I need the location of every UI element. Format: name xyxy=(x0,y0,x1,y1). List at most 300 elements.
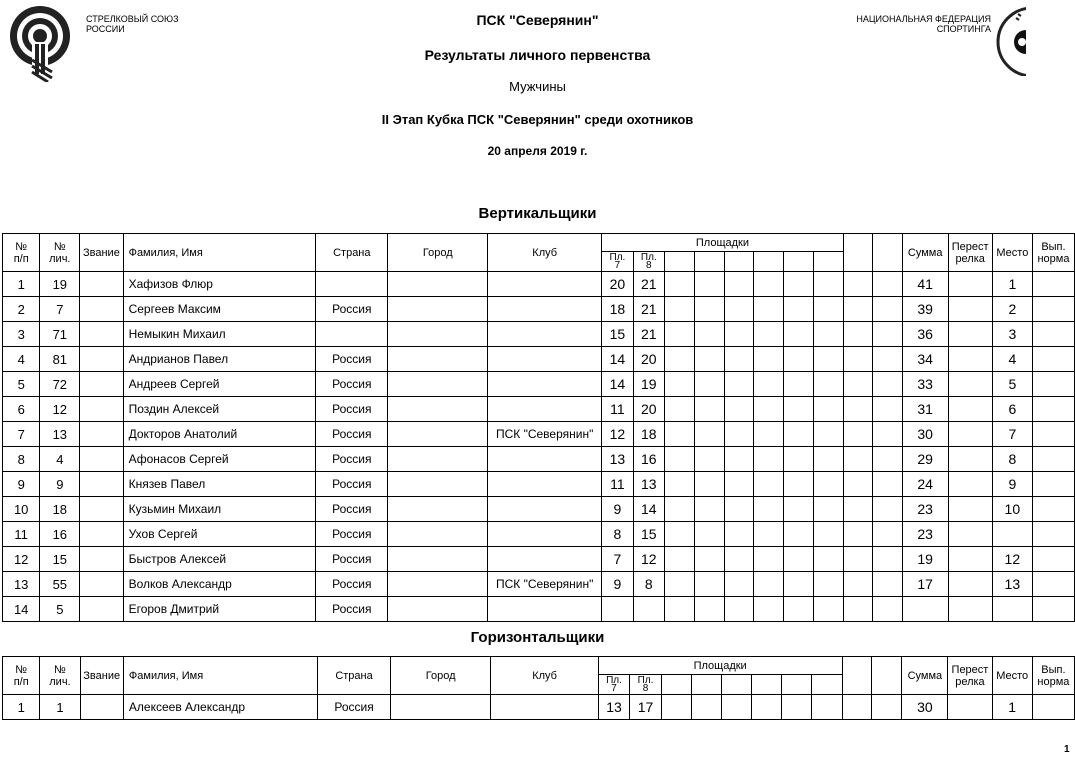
cell-lic: 15 xyxy=(40,547,80,572)
cell-place: 12 xyxy=(992,547,1032,572)
cell-norm xyxy=(1032,695,1074,720)
cell-area-empty xyxy=(754,397,784,422)
table-row xyxy=(3,572,1075,597)
cell-no: 14 xyxy=(3,597,40,622)
cell-blank xyxy=(843,322,873,347)
cell-blank xyxy=(873,272,903,297)
cell-city xyxy=(388,597,488,622)
cell-area-empty xyxy=(724,422,754,447)
cell-country: Россия xyxy=(316,347,388,372)
cell-city xyxy=(388,347,488,372)
cell-area-8: 19 xyxy=(633,372,664,397)
cell-place: 5 xyxy=(992,372,1032,397)
cell-country: Россия xyxy=(316,497,388,522)
cell-area-empty xyxy=(664,472,694,497)
col-header-place: Место xyxy=(992,657,1032,695)
col-header-sum: Сумма xyxy=(902,657,948,695)
section-title-vertical: Вертикальщики xyxy=(478,205,597,222)
cell-shootoff xyxy=(948,472,992,497)
col-header-norm: Вып. норма xyxy=(1032,657,1074,695)
results-table-horizontal xyxy=(2,656,1075,720)
cell-lic: 7 xyxy=(40,297,80,322)
cell-sum xyxy=(902,597,948,622)
cell-area-empty xyxy=(661,695,691,720)
col-header-city: Город xyxy=(388,234,488,272)
cell-name: Сергеев Максим xyxy=(123,297,316,322)
header-row xyxy=(3,234,1075,252)
cell-area-empty xyxy=(784,397,814,422)
cell-blank xyxy=(843,397,873,422)
cell-place: 2 xyxy=(992,297,1032,322)
cell-city xyxy=(388,472,488,497)
cell-country: Россия xyxy=(316,547,388,572)
cell-blank xyxy=(843,547,873,572)
cell-club xyxy=(488,522,602,547)
col-header-rank: Звание xyxy=(80,234,123,272)
cell-area-7: 13 xyxy=(602,447,633,472)
cell-area-7: 13 xyxy=(598,695,630,720)
cell-area-7: 12 xyxy=(602,422,633,447)
cell-lic: 1 xyxy=(40,695,80,720)
cell-area-empty xyxy=(694,272,724,297)
cell-name: Кузьмин Михаил xyxy=(123,497,316,522)
cell-blank xyxy=(873,472,903,497)
cell-country: Россия xyxy=(316,397,388,422)
cell-name: Докторов Анатолий xyxy=(123,422,316,447)
cell-norm xyxy=(1032,322,1074,347)
cell-area-8: 18 xyxy=(633,422,664,447)
cell-blank xyxy=(873,372,903,397)
cell-area-empty xyxy=(724,597,754,622)
cell-place: 6 xyxy=(992,397,1032,422)
cell-area-empty xyxy=(694,297,724,322)
cell-area-7: 9 xyxy=(602,497,633,522)
cell-rank xyxy=(80,322,123,347)
col-header-area-empty xyxy=(752,675,782,695)
cell-area-empty xyxy=(784,472,814,497)
cell-norm xyxy=(1032,297,1074,322)
cell-area-empty xyxy=(754,372,784,397)
cell-area-7: 18 xyxy=(602,297,633,322)
cell-norm xyxy=(1032,572,1074,597)
cell-area-empty xyxy=(694,372,724,397)
cell-area-empty xyxy=(664,522,694,547)
cell-lic: 71 xyxy=(40,322,80,347)
cell-area-empty xyxy=(813,397,843,422)
cell-area-7: 14 xyxy=(602,372,633,397)
cell-sum: 39 xyxy=(902,297,948,322)
cell-area-8: 12 xyxy=(633,547,664,572)
cell-rank xyxy=(80,572,123,597)
cell-city xyxy=(388,397,488,422)
cell-rank xyxy=(80,372,123,397)
cell-area-empty xyxy=(664,272,694,297)
cell-blank xyxy=(842,695,872,720)
cell-norm xyxy=(1032,347,1074,372)
col-header-blank xyxy=(873,234,903,272)
col-header-area-empty xyxy=(661,675,691,695)
cell-shootoff xyxy=(948,372,992,397)
col-header-blank xyxy=(842,657,872,695)
cell-name: Волков Александр xyxy=(123,572,316,597)
cell-blank xyxy=(843,347,873,372)
cell-blank xyxy=(843,572,873,597)
cell-no: 6 xyxy=(3,397,40,422)
event-title: II Этап Кубка ПСК "Северянин" среди охотников xyxy=(381,112,694,127)
cell-area-empty xyxy=(813,422,843,447)
cell-rank xyxy=(80,522,123,547)
cell-no: 11 xyxy=(3,522,40,547)
cell-name: Поздин Алексей xyxy=(123,397,316,422)
table-row xyxy=(3,447,1075,472)
cell-area-empty xyxy=(664,547,694,572)
cell-no: 1 xyxy=(3,272,40,297)
page-number: 1 xyxy=(1064,744,1070,755)
cell-rank xyxy=(80,695,123,720)
cell-area-empty xyxy=(812,695,842,720)
cell-area-8: 17 xyxy=(630,695,662,720)
cell-area-7: 7 xyxy=(602,547,633,572)
cell-lic: 18 xyxy=(40,497,80,522)
cell-country: Россия xyxy=(316,472,388,497)
cell-city xyxy=(388,422,488,447)
cell-name: Андреев Сергей xyxy=(123,372,316,397)
cell-area-8: 14 xyxy=(633,497,664,522)
cell-area-empty xyxy=(813,522,843,547)
col-header-place: Место xyxy=(992,234,1032,272)
col-header-no: № п/п xyxy=(3,234,40,272)
cell-area-7: 11 xyxy=(602,397,633,422)
cell-area-empty xyxy=(664,322,694,347)
cell-shootoff xyxy=(948,272,992,297)
col-header-area-8: Пл. 8 xyxy=(630,675,662,695)
cell-place: 3 xyxy=(992,322,1032,347)
table-row xyxy=(3,695,1075,720)
cell-blank xyxy=(872,695,902,720)
cell-area-empty xyxy=(784,497,814,522)
cell-area-empty xyxy=(694,572,724,597)
cell-blank xyxy=(873,572,903,597)
cell-sum: 23 xyxy=(902,497,948,522)
cell-area-empty xyxy=(813,572,843,597)
cell-blank xyxy=(843,447,873,472)
org-right-name: НАЦИОНАЛЬНАЯ ФЕДЕРАЦИЯ СПОРТИНГА xyxy=(856,14,991,34)
cell-blank xyxy=(873,597,903,622)
cell-area-empty xyxy=(754,447,784,472)
cell-shootoff xyxy=(948,497,992,522)
col-header-areas: Площадки xyxy=(602,234,843,252)
cell-area-empty xyxy=(664,447,694,472)
cell-area-empty xyxy=(724,297,754,322)
cell-area-8: 21 xyxy=(633,272,664,297)
cell-rank xyxy=(80,272,123,297)
cell-area-empty xyxy=(754,547,784,572)
cell-area-empty xyxy=(664,397,694,422)
cell-shootoff xyxy=(948,347,992,372)
cell-blank xyxy=(873,297,903,322)
cell-name: Хафизов Флюр xyxy=(123,272,316,297)
cell-no: 2 xyxy=(3,297,40,322)
cell-no: 1 xyxy=(3,695,40,720)
cell-area-8: 20 xyxy=(633,347,664,372)
cell-country: Россия xyxy=(316,572,388,597)
cell-area-empty xyxy=(724,347,754,372)
cell-sum: 19 xyxy=(902,547,948,572)
section-title-horizontal: Горизонтальщики xyxy=(470,629,605,646)
cell-lic: 19 xyxy=(40,272,80,297)
col-header-areas: Площадки xyxy=(598,657,842,675)
table-row xyxy=(3,522,1075,547)
col-header-area-empty xyxy=(813,252,843,272)
cell-shootoff xyxy=(948,447,992,472)
cell-area-empty xyxy=(694,522,724,547)
cell-club xyxy=(491,695,598,720)
club-title: ПСК "Северянин" xyxy=(476,12,599,28)
table-row xyxy=(3,347,1075,372)
cell-norm xyxy=(1032,372,1074,397)
col-header-sum: Сумма xyxy=(902,234,948,272)
col-header-area-8: Пл. 8 xyxy=(633,252,664,272)
cell-area-empty xyxy=(813,297,843,322)
cell-area-8: 13 xyxy=(633,472,664,497)
cell-city xyxy=(388,297,488,322)
col-header-area-empty xyxy=(724,252,754,272)
cell-norm xyxy=(1032,547,1074,572)
cell-area-empty xyxy=(694,547,724,572)
cell-no: 9 xyxy=(3,472,40,497)
cell-name: Афонасов Сергей xyxy=(123,447,316,472)
cell-club xyxy=(488,347,602,372)
col-header-lic: № лич. xyxy=(40,657,80,695)
cell-shootoff xyxy=(948,522,992,547)
cell-sum: 33 xyxy=(902,372,948,397)
cell-area-empty xyxy=(813,597,843,622)
cell-blank xyxy=(873,547,903,572)
cell-club xyxy=(488,297,602,322)
cell-shootoff xyxy=(948,572,992,597)
cell-shootoff xyxy=(948,397,992,422)
cell-city xyxy=(388,447,488,472)
cell-area-empty xyxy=(813,272,843,297)
cell-lic: 81 xyxy=(40,347,80,372)
cell-area-empty xyxy=(813,472,843,497)
cell-country: Россия xyxy=(316,372,388,397)
cell-lic: 72 xyxy=(40,372,80,397)
cell-area-empty xyxy=(694,447,724,472)
table-row xyxy=(3,547,1075,572)
cell-shootoff xyxy=(948,297,992,322)
cell-area-7 xyxy=(602,597,633,622)
cell-area-empty xyxy=(813,447,843,472)
cell-lic: 9 xyxy=(40,472,80,497)
cell-shootoff xyxy=(948,422,992,447)
cell-area-7: 20 xyxy=(602,272,633,297)
cell-area-empty xyxy=(694,597,724,622)
cell-area-empty xyxy=(754,272,784,297)
col-header-country: Страна xyxy=(318,657,391,695)
cell-area-empty xyxy=(784,572,814,597)
cell-country xyxy=(316,272,388,297)
cell-sum: 36 xyxy=(902,322,948,347)
cell-area-empty xyxy=(694,347,724,372)
col-header-area-empty xyxy=(722,675,752,695)
col-header-club: Клуб xyxy=(491,657,598,695)
col-header-no: № п/п xyxy=(3,657,40,695)
cell-no: 7 xyxy=(3,422,40,447)
cell-area-empty xyxy=(754,497,784,522)
cell-area-empty xyxy=(724,397,754,422)
cell-place: 4 xyxy=(992,347,1032,372)
table-row xyxy=(3,322,1075,347)
cell-no: 13 xyxy=(3,572,40,597)
cell-area-empty xyxy=(784,522,814,547)
cell-name: Быстров Алексей xyxy=(123,547,316,572)
cell-country: Россия xyxy=(318,695,391,720)
cell-club xyxy=(488,547,602,572)
cell-blank xyxy=(843,372,873,397)
cell-country: Россия xyxy=(316,597,388,622)
cell-area-empty xyxy=(813,547,843,572)
col-header-blank xyxy=(872,657,902,695)
cell-area-empty xyxy=(782,695,812,720)
cell-place: 9 xyxy=(992,472,1032,497)
cell-blank xyxy=(843,422,873,447)
cell-club xyxy=(488,397,602,422)
cell-area-empty xyxy=(724,572,754,597)
cell-area-empty xyxy=(813,497,843,522)
cell-area-8: 8 xyxy=(633,572,664,597)
cell-sum: 41 xyxy=(902,272,948,297)
cell-area-7: 11 xyxy=(602,472,633,497)
cell-blank xyxy=(873,322,903,347)
cell-norm xyxy=(1032,397,1074,422)
cell-area-empty xyxy=(784,372,814,397)
cell-sum: 29 xyxy=(902,447,948,472)
col-header-area-empty xyxy=(664,252,694,272)
cell-sum: 17 xyxy=(902,572,948,597)
cell-city xyxy=(390,695,491,720)
col-header-lic: № лич. xyxy=(40,234,80,272)
cell-area-7: 15 xyxy=(602,322,633,347)
cell-area-8: 21 xyxy=(633,322,664,347)
cell-club xyxy=(488,447,602,472)
cell-area-8: 20 xyxy=(633,397,664,422)
cell-rank xyxy=(80,497,123,522)
cell-area-empty xyxy=(724,497,754,522)
category-title: Мужчины xyxy=(509,79,566,94)
cell-no: 12 xyxy=(3,547,40,572)
cell-rank xyxy=(80,472,123,497)
cell-area-8: 16 xyxy=(633,447,664,472)
cell-blank xyxy=(843,497,873,522)
cell-lic: 4 xyxy=(40,447,80,472)
cell-shootoff xyxy=(948,695,992,720)
col-header-blank xyxy=(843,234,873,272)
cell-area-empty xyxy=(754,297,784,322)
cell-club xyxy=(488,472,602,497)
cell-area-empty xyxy=(694,397,724,422)
cell-area-empty xyxy=(813,347,843,372)
col-header-shootoff: Перест релка xyxy=(948,657,992,695)
cell-name: Андрианов Павел xyxy=(123,347,316,372)
cell-area-8: 15 xyxy=(633,522,664,547)
cell-area-empty xyxy=(724,372,754,397)
cell-no: 8 xyxy=(3,447,40,472)
col-header-club: Клуб xyxy=(488,234,602,272)
cell-area-empty xyxy=(664,572,694,597)
cell-name: Князев Павел xyxy=(123,472,316,497)
cell-place xyxy=(992,597,1032,622)
cell-name: Ухов Сергей xyxy=(123,522,316,547)
cell-rank xyxy=(80,397,123,422)
col-header-area-7: Пл. 7 xyxy=(602,252,633,272)
cell-area-empty xyxy=(784,597,814,622)
cell-blank xyxy=(873,447,903,472)
cell-city xyxy=(388,522,488,547)
cell-city xyxy=(388,547,488,572)
cell-shootoff xyxy=(948,322,992,347)
cell-sum: 30 xyxy=(902,695,948,720)
cell-blank xyxy=(843,297,873,322)
cell-area-empty xyxy=(694,497,724,522)
cell-club xyxy=(488,272,602,297)
col-header-name: Фамилия, Имя xyxy=(123,657,317,695)
cell-country: Россия xyxy=(316,447,388,472)
cell-area-empty xyxy=(724,447,754,472)
col-header-area-empty xyxy=(694,252,724,272)
cell-blank xyxy=(873,397,903,422)
cell-norm xyxy=(1032,472,1074,497)
cell-area-7: 8 xyxy=(602,522,633,547)
cell-norm xyxy=(1032,422,1074,447)
cell-sum: 31 xyxy=(902,397,948,422)
table-row xyxy=(3,422,1075,447)
header-row xyxy=(3,657,1075,675)
cell-rank xyxy=(80,422,123,447)
table-row xyxy=(3,297,1075,322)
cell-area-empty xyxy=(813,322,843,347)
cell-area-empty xyxy=(694,422,724,447)
col-header-area-empty xyxy=(784,252,814,272)
cell-area-empty xyxy=(724,472,754,497)
cell-rank xyxy=(80,347,123,372)
cell-place: 8 xyxy=(992,447,1032,472)
cell-blank xyxy=(873,497,903,522)
cell-no: 3 xyxy=(3,322,40,347)
cell-blank xyxy=(843,522,873,547)
cell-rank xyxy=(80,597,123,622)
cell-place: 7 xyxy=(992,422,1032,447)
cell-area-empty xyxy=(664,297,694,322)
org-left-name: СТРЕЛКОВЫЙ СОЮЗ РОССИИ xyxy=(86,14,179,34)
col-header-name: Фамилия, Имя xyxy=(123,234,316,272)
cell-club xyxy=(488,372,602,397)
cell-sum: 34 xyxy=(902,347,948,372)
cell-area-empty xyxy=(694,322,724,347)
col-header-shootoff: Перест релка xyxy=(948,234,992,272)
cell-rank xyxy=(80,547,123,572)
cell-sum: 24 xyxy=(902,472,948,497)
cell-name: Немыкин Михаил xyxy=(123,322,316,347)
cell-club xyxy=(488,597,602,622)
cell-area-empty xyxy=(784,297,814,322)
cell-area-empty xyxy=(664,597,694,622)
cell-lic: 16 xyxy=(40,522,80,547)
cell-no: 5 xyxy=(3,372,40,397)
cell-no: 4 xyxy=(3,347,40,372)
col-header-area-empty xyxy=(812,675,842,695)
results-table-vertical xyxy=(2,233,1075,622)
